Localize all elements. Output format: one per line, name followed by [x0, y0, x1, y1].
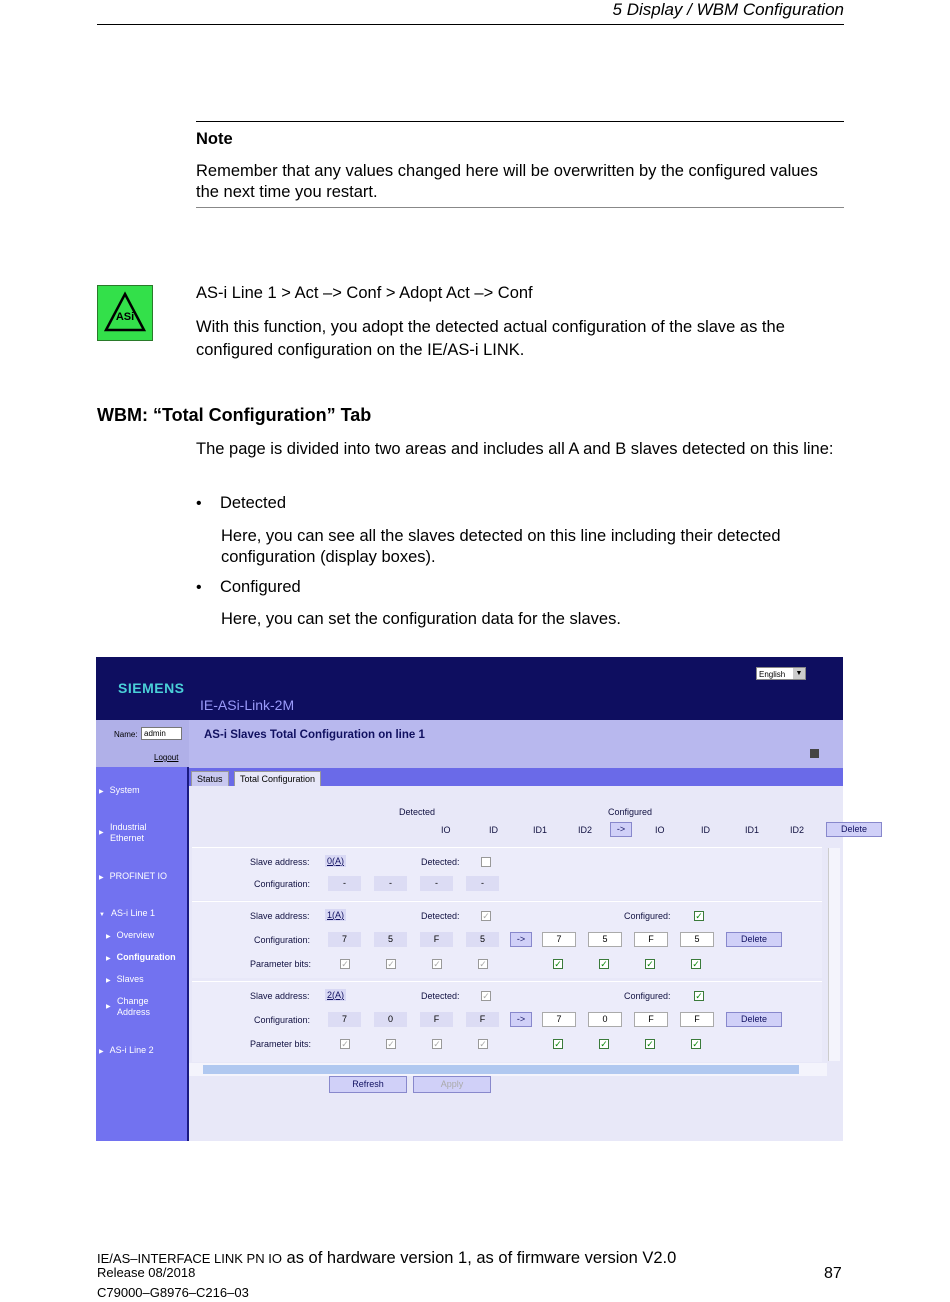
param-bit-checkbox: ✓: [479, 959, 487, 969]
detected-id2: F: [466, 1012, 499, 1027]
configured-io-input[interactable]: 7: [542, 932, 576, 947]
chevron-down-icon[interactable]: ▼: [793, 668, 805, 679]
tab-total-configuration[interactable]: Total Configuration: [234, 771, 321, 786]
footer-product: IE/AS–INTERFACE LINK PN IO: [97, 1251, 282, 1266]
page-title: AS-i Slaves Total Configuration on line 1: [204, 729, 425, 741]
footer-order-number: C79000–G8976–C216–03: [97, 1285, 249, 1300]
scrollbar-thumb[interactable]: [203, 1065, 799, 1074]
detected-checkbox: [481, 857, 491, 867]
param-bit-checkbox[interactable]: ✓: [600, 1039, 608, 1049]
note-bottom-rule: [196, 207, 844, 208]
product-name: IE-ASi-Link-2M: [200, 697, 295, 713]
param-bit-checkbox[interactable]: ✓: [554, 959, 562, 969]
configured-label: Configured:: [624, 991, 671, 1001]
col-id1: ID1: [533, 825, 548, 835]
configured-label: Configured:: [624, 911, 671, 921]
nav-item-asi-line-2[interactable]: ▶ AS-i Line 2: [99, 1045, 154, 1055]
detected-id: -: [374, 876, 407, 891]
siemens-logo: SIEMENS: [118, 680, 185, 696]
content-area: [189, 786, 867, 1141]
section-heading: WBM: “Total Configuration” Tab: [97, 405, 372, 425]
tab-status[interactable]: Status: [191, 771, 229, 786]
configured-id-input[interactable]: 5: [588, 932, 622, 947]
parameter-bits-label: Parameter bits:: [250, 1039, 312, 1049]
detected-label: Detected:: [421, 911, 460, 921]
adopt-button[interactable]: ->: [510, 932, 532, 947]
triangle-down-icon: ▼: [99, 912, 105, 918]
detected-id1: F: [420, 1012, 453, 1027]
tab-strip: [189, 768, 843, 786]
slave-panel: [192, 901, 822, 978]
col-io: IO: [655, 825, 665, 835]
page-number: 87: [824, 1265, 842, 1282]
detected-checkbox: ✓: [482, 991, 490, 1001]
col-id2: ID2: [578, 825, 593, 835]
param-bit-checkbox[interactable]: ✓: [692, 1039, 700, 1049]
title-bar: [189, 720, 843, 768]
footer-release: Release 08/2018: [97, 1265, 196, 1280]
param-bit-checkbox: ✓: [387, 1039, 395, 1049]
configured-checkbox[interactable]: ✓: [695, 911, 703, 921]
col-id: ID: [701, 825, 710, 835]
col-id1: ID1: [745, 825, 760, 835]
wbm-screenshot: [96, 657, 867, 1141]
nav-item-industrial-ethernet[interactable]: ▶ Industrial Ethernet: [99, 822, 147, 843]
vertical-scrollbar[interactable]: [828, 848, 840, 1061]
triangle-right-icon: ▶: [99, 1049, 104, 1055]
detected-label: Detected:: [421, 857, 460, 867]
parameter-bits-label: Parameter bits:: [250, 959, 312, 969]
nav-item-overview[interactable]: ▶ Overview: [106, 930, 155, 940]
refresh-button[interactable]: Refresh: [329, 1076, 407, 1093]
detected-io: -: [328, 876, 361, 891]
top-bar: [96, 657, 843, 720]
slave-address-label: Slave address:: [250, 857, 310, 867]
param-bit-checkbox: ✓: [479, 1039, 487, 1049]
intro-text: The page is divided into two areas and includes all A and B slaves detected on this line:: [196, 440, 834, 458]
detected-id1: F: [420, 932, 453, 947]
note-top-rule: [196, 121, 844, 122]
bullet-label: Detected: [219, 494, 286, 512]
nav-item-profinet-io[interactable]: ▶ PROFINET IO: [99, 871, 167, 881]
configuration-label: Configuration:: [254, 935, 311, 945]
detected-id2: -: [466, 876, 499, 891]
triangle-right-icon: ▶: [106, 934, 111, 940]
param-bit-checkbox: ✓: [341, 1039, 349, 1049]
configuration-label: Configuration:: [254, 879, 311, 889]
header-rule: [97, 24, 844, 25]
configured-id1-input[interactable]: F: [634, 1012, 668, 1027]
param-bit-checkbox[interactable]: ✓: [554, 1039, 562, 1049]
note-title: Note: [196, 130, 233, 148]
param-bit-checkbox: ✓: [433, 959, 441, 969]
triangle-right-icon: ▶: [99, 875, 104, 881]
col-io: IO: [441, 825, 451, 835]
page-header: 5 Display / WBM Configuration: [612, 0, 844, 19]
slave-panel: [192, 847, 822, 900]
slave-address-label: Slave address:: [250, 911, 310, 921]
configured-header: Configured: [608, 807, 653, 817]
configured-id2-input[interactable]: 5: [680, 932, 714, 947]
delete-button[interactable]: Delete: [726, 1012, 782, 1027]
name-label: Name:: [114, 730, 138, 739]
note-body: Remember that any values changed here will be overwritten by the configured values the next time you restart.: [196, 162, 818, 201]
detected-io: 7: [328, 1012, 361, 1027]
param-bit-checkbox[interactable]: ✓: [646, 1039, 654, 1049]
detected-id2: 5: [466, 932, 499, 947]
bullet-configured-desc: Here, you can set the configuration data for the slaves.: [221, 610, 621, 628]
col-id2: ID2: [790, 825, 805, 835]
apply-button[interactable]: Apply: [413, 1076, 491, 1093]
bullet-configured: • Configured: [196, 578, 301, 596]
detected-label: Detected:: [421, 991, 460, 1001]
adopt-all-button[interactable]: ->: [610, 822, 632, 837]
delete-button[interactable]: Delete: [726, 932, 782, 947]
triangle-right-icon: ▶: [106, 956, 111, 962]
slave-panel: [192, 981, 822, 1062]
configured-id2-input[interactable]: F: [680, 1012, 714, 1027]
delete-all-button[interactable]: Delete: [826, 822, 882, 837]
menu-path: AS-i Line 1 > Act –> Conf > Adopt Act –> Conf: [196, 284, 533, 302]
slave-address-label: Slave address:: [250, 991, 310, 1001]
param-bit-checkbox[interactable]: ✓: [600, 959, 608, 969]
col-id: ID: [489, 825, 498, 835]
configured-checkbox[interactable]: ✓: [695, 991, 703, 1001]
triangle-right-icon: ▶: [99, 830, 104, 836]
param-bit-checkbox[interactable]: ✓: [692, 959, 700, 969]
detected-id: 5: [374, 932, 407, 947]
logout-link[interactable]: Logout: [154, 753, 179, 762]
nav-item-asi-line-1[interactable]: ▼ AS-i Line 1: [99, 908, 155, 918]
menu-description: With this function, you adopt the detected actual configuration of the slave as the configured configuration on the IE/AS-i LINK.: [196, 318, 785, 359]
bullet-detected-desc: Here, you can see all the slaves detected on this line including their detected configuration (display boxes).: [221, 527, 781, 566]
param-bit-checkbox[interactable]: ✓: [646, 959, 654, 969]
nav-item-system[interactable]: ▶ System: [99, 785, 140, 795]
detected-header: Detected: [399, 807, 436, 817]
triangle-right-icon: ▶: [106, 978, 111, 984]
svg-text:ASi: ASi: [115, 311, 135, 323]
configuration-label: Configuration:: [254, 1015, 311, 1025]
detected-io: 7: [328, 932, 361, 947]
slave-address-link[interactable]: 1(A): [327, 910, 345, 920]
language-value: English: [759, 670, 786, 679]
bullet-label: Configured: [219, 578, 301, 596]
asi-icon: [97, 285, 153, 341]
nav-item-configuration[interactable]: ▶ Configuration: [106, 952, 176, 962]
name-input[interactable]: admin: [141, 727, 182, 740]
footer-version: as of hardware version 1, as of firmware version V2.0: [281, 1249, 677, 1267]
language-select[interactable]: [756, 667, 806, 680]
triangle-right-icon: ▶: [106, 1004, 111, 1010]
configured-io-input[interactable]: 7: [542, 1012, 576, 1027]
configured-id-input[interactable]: 0: [588, 1012, 622, 1027]
adopt-button[interactable]: ->: [510, 1012, 532, 1027]
slave-address-link[interactable]: 0(A): [327, 856, 345, 866]
detected-id1: -: [420, 876, 453, 891]
triangle-right-icon: ▶: [99, 789, 104, 795]
nav-item-change-address[interactable]: ▶ Change Address: [106, 996, 151, 1017]
detected-checkbox: ✓: [482, 911, 490, 921]
bullet-detected: • Detected: [196, 494, 286, 512]
print-icon[interactable]: [810, 749, 819, 758]
slave-address-link[interactable]: 2(A): [327, 990, 345, 1000]
horizontal-scrollbar[interactable]: [189, 1063, 827, 1076]
param-bit-checkbox: ✓: [433, 1039, 441, 1049]
configured-id1-input[interactable]: F: [634, 932, 668, 947]
nav-item-slaves[interactable]: ▶ Slaves: [106, 974, 144, 984]
param-bit-checkbox: ✓: [387, 959, 395, 969]
detected-id: 0: [374, 1012, 407, 1027]
login-box: [96, 720, 189, 767]
param-bit-checkbox: ✓: [341, 959, 349, 969]
